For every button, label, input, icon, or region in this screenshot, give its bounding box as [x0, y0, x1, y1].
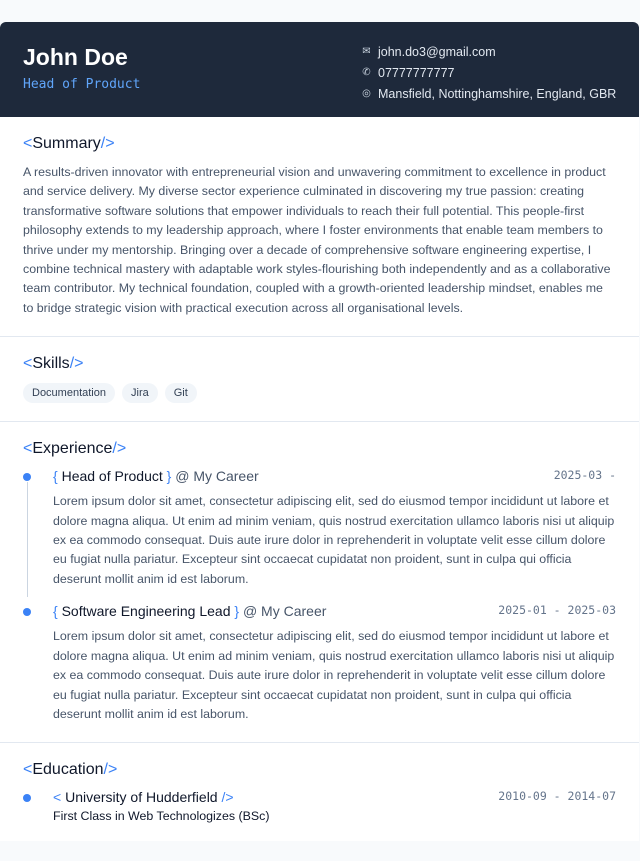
company: @ My Career: [242, 603, 327, 620]
mail-icon: ✉: [362, 46, 371, 57]
contacts: [361, 41, 616, 104]
education-section: [0, 743, 639, 841]
role: Software Engineering Lead: [61, 603, 231, 620]
degree: First Class in Web Technologizes (BSc): [53, 809, 270, 824]
school: University of Hudderfield: [65, 789, 218, 806]
summary-section: [0, 117, 639, 337]
skill-chip: Jira: [122, 383, 158, 403]
role: Head of Product: [61, 468, 163, 485]
phone[interactable]: 07777777777: [378, 65, 455, 80]
section-heading: <Summary/>: [23, 135, 115, 152]
timeline-line: [27, 482, 28, 597]
dates: 2025-03 -: [553, 468, 616, 483]
skill-chip: Documentation: [23, 383, 115, 403]
experience-section: [0, 422, 639, 743]
phone-icon: ✆: [362, 67, 371, 78]
contact-location: [361, 83, 616, 104]
experience-item: { Software Engineering Lead } @ My Career 2025-01 - 2025-03 Lorem ipsum dolor sit amet, consectetur adipiscing elit, sed do eiusmod tempor incididunt ut labore et dolore magna aliqua. Ut enim ad minim veniam, quis nostrud exercitation ullamco laboris nisi ut aliquip ex ea commodo consequat. Duis aute irure dolor in reprehenderit in voluptate velit esse cillum dolore eu fugiat nulla pariatur. Excepteur sint occaecat cupidatat non proident, sunt in culpa qui officia deserunt mollit anim id est laborum.: [23, 603, 616, 724]
dates: 2010-09 - 2014-07: [498, 789, 616, 804]
dates: 2025-01 - 2025-03: [498, 603, 616, 618]
resume: [0, 22, 639, 841]
location: Mansfield, Nottinghamshire, England, GBR: [378, 86, 617, 101]
timeline-dot: [23, 608, 31, 616]
summary-text: A results-driven innovator with entrepreneurial vision and unwavering commitment to excellence in product and service delivery. My diverse sector experience culminated in discovering my true passion: creating transformative software solutions that empower individuals to reach their full potential. This people-first philosophy extends to my leadership approach, where I foster environments that enable team members to thrive under my mentorship. Bringing over a decade of comprehensive software engineering expertise, I combine technical mastery with adaptable work styles-flourishing both independently and as a collaborative team contributor. My technical foundation, coupled with a growth-oriented leadership mindset, enables me to bridge strategic vision with practical execution across all organisational levels.: [23, 165, 611, 315]
company: @ My Career: [175, 468, 259, 485]
skills-section: [0, 337, 639, 422]
location-pin-icon: ◎: [362, 88, 371, 99]
resume-header: [0, 22, 639, 117]
education-item: < University of Hudderfield /> 2010-09 - 2014-07 First Class in Web Technologizes (BSc): [23, 789, 616, 823]
section-heading: <Education/>: [23, 761, 118, 779]
section-heading: <Experience/>: [23, 440, 127, 458]
description: Lorem ipsum dolor sit amet, consectetur adipiscing elit, sed do eiusmod tempor incididunt ut labore et dolore magna aliqua. Ut enim ad minim veniam, quis nostrud exercitation ullamco laboris nisi ut aliquip ex ea commodo consequat. Duis aute irure dolor in reprehenderit in voluptate velit esse cillum dolore eu fugiat nulla pariatur. Excepteur sint occaecat cupidatat non proident, sunt in culpa qui officia deserunt mollit anim id est laborum.: [53, 494, 615, 586]
skill-chip: Git: [165, 383, 197, 403]
email[interactable]: john.do3@gmail.com: [378, 44, 496, 59]
section-heading: <Skills/>: [23, 355, 84, 373]
timeline-dot: [23, 794, 31, 802]
timeline-dot: [23, 473, 31, 481]
description: Lorem ipsum dolor sit amet, consectetur adipiscing elit, sed do eiusmod tempor incididunt ut labore et dolore magna aliqua. Ut enim ad minim veniam, quis nostrud exercitation ullamco laboris nisi ut aliquip ex ea commodo consequat. Duis aute irure dolor in reprehenderit in voluptate velit esse cillum dolore eu fugiat nulla pariatur. Excepteur sint occaecat cupidatat non proident, sunt in culpa qui officia deserunt mollit anim id est laborum.: [53, 629, 615, 721]
name: John Doe: [23, 44, 128, 70]
contact-email[interactable]: [361, 41, 616, 62]
job-title: Head of Product: [23, 77, 141, 92]
contact-phone[interactable]: [361, 62, 616, 83]
experience-item: { Head of Product } @ My Career 2025-03 - Lorem ipsum dolor sit amet, consectetur adipiscing elit, sed do eiusmod tempor incididunt ut labore et dolore magna aliqua. Ut enim ad minim veniam, quis nostrud exercitation ullamco laboris nisi ut aliquip ex ea commodo consequat. Duis aute irure dolor in reprehenderit in voluptate velit esse cillum dolore eu fugiat nulla pariatur. Excepteur sint occaecat cupidatat non proident, sunt in culpa qui officia deserunt mollit anim id est laborum.: [23, 468, 616, 589]
